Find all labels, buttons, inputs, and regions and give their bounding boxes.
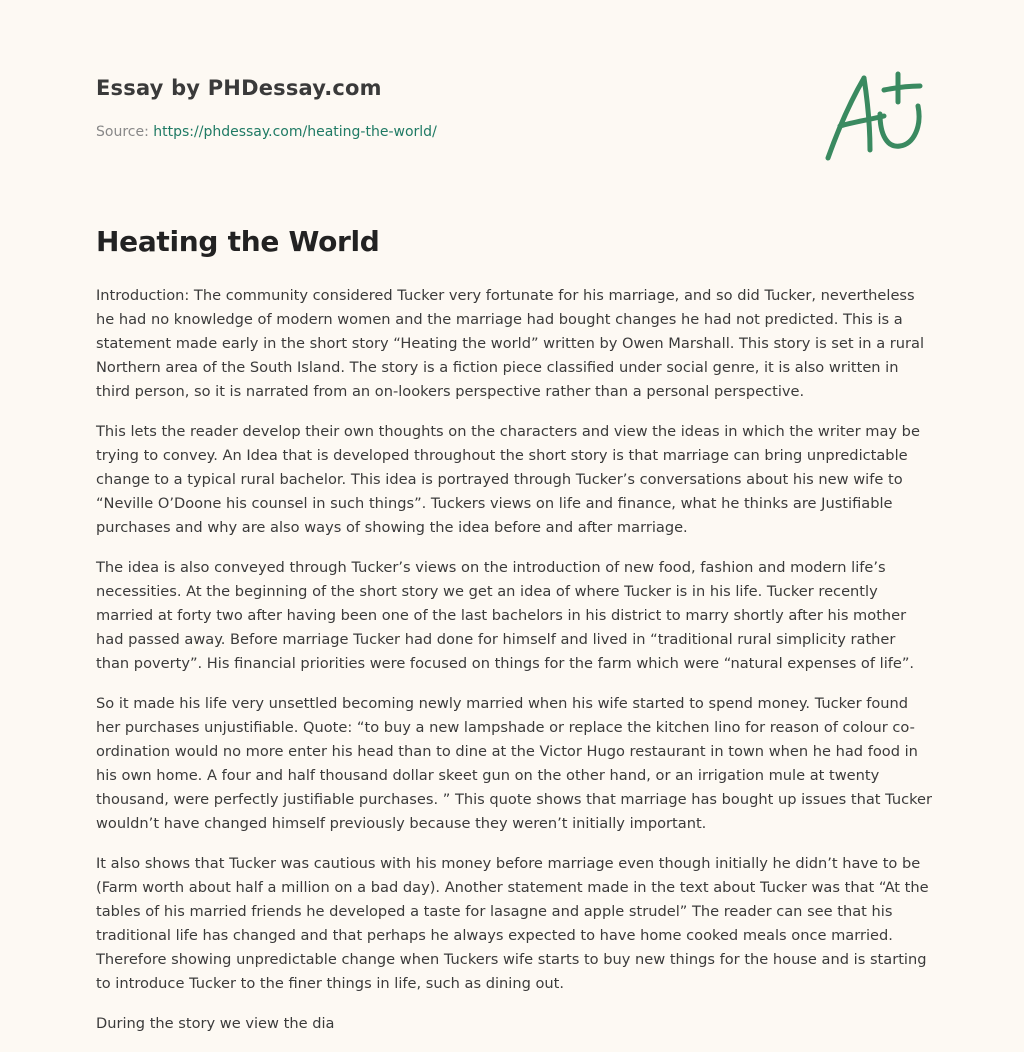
essay-paragraph: During the story we view the dia	[96, 1015, 335, 1032]
essay-paragraph: Introduction: The community considered Tucker very fortunate for his marriage, and so did Tucker, nevertheless he had no knowledge of modern women and the marriage had bought changes he had not predicted. This is a statement made early in the short story “Heating the world” written by Owen Marshall. This story is set in a rural Northern area of the South Island. The story is a fiction piece classified under social genre, it is also written in third person, so it is narrated from an on-lookers perspective rather than a personal perspective.	[96, 287, 925, 400]
essay-paragraph: So it made his life very unsettled becoming newly married when his wife started to spend money. Tucker found her purchases unjustifiable. Quote: “to buy a new lampshade or replace the kitchen lino for reason of colour co-ordination would no more enter his head than to dine at the Victor Hugo restaurant in town when he had food in his own home. A four and half thousand dollar skeet gun on the other hand, or an irrigation mule at twenty thousand, were perfectly justifiable purchases. ” This quote shows that marriage has bought up issues that Tucker wouldn’t have changed himself previously because they weren’t initially important.	[96, 695, 933, 832]
source-label: Source:	[96, 124, 154, 140]
essay-title: Heating the World	[96, 225, 380, 258]
essay-paragraph: The idea is also conveyed through Tucker’s views on the introduction of new food, fashion and modern life’s necessities. At the beginning of the short story we get an idea of where Tucker is in his life. Tucker recently married at forty two after having been one of the last bachelors in his district to marry shortly after his mother had passed away. Before marriage Tucker had done for himself and lived in “traditional rural simplicity rather than poverty”. His financial priorities were focused on things for the farm which were “natural expenses of life”.	[96, 559, 915, 672]
source-link[interactable]: https://phdessay.com/heating-the-world/	[153, 124, 437, 140]
essay-paragraph: It also shows that Tucker was cautious with his money before marriage even though initially he didn’t have to be (Farm worth about half a million on a bad day). Another statement made in the text about Tucker was that “At the tables of his married friends he developed a taste for lasagne and apple strudel” The reader can see that his traditional life has changed and that perhaps he always expected to have home cooked meals once married. Therefore showing unpredictable change when Tuckers wife starts to buy new things for the house and is starting to introduce Tucker to the finer things in life, such as dining out.	[96, 855, 929, 992]
essay-paragraph: This lets the reader develop their own thoughts on the characters and view the ideas in which the writer may be trying to convey. An Idea that is developed throughout the short story is that marriage can bring unpredictable change to a typical rural bachelor. This idea is portrayed through Tucker’s conversations about his new wife to “Neville O’Doone his counsel in such things”. Tuckers views on life and finance, what he thinks are Justifiable purchases and why are also ways of showing the idea before and after marriage.	[96, 423, 920, 536]
a-plus-logo-icon	[818, 64, 930, 168]
source-line	[96, 124, 437, 140]
essay-body	[96, 284, 932, 1052]
site-brand: Essay by PHDessay.com	[96, 76, 382, 100]
